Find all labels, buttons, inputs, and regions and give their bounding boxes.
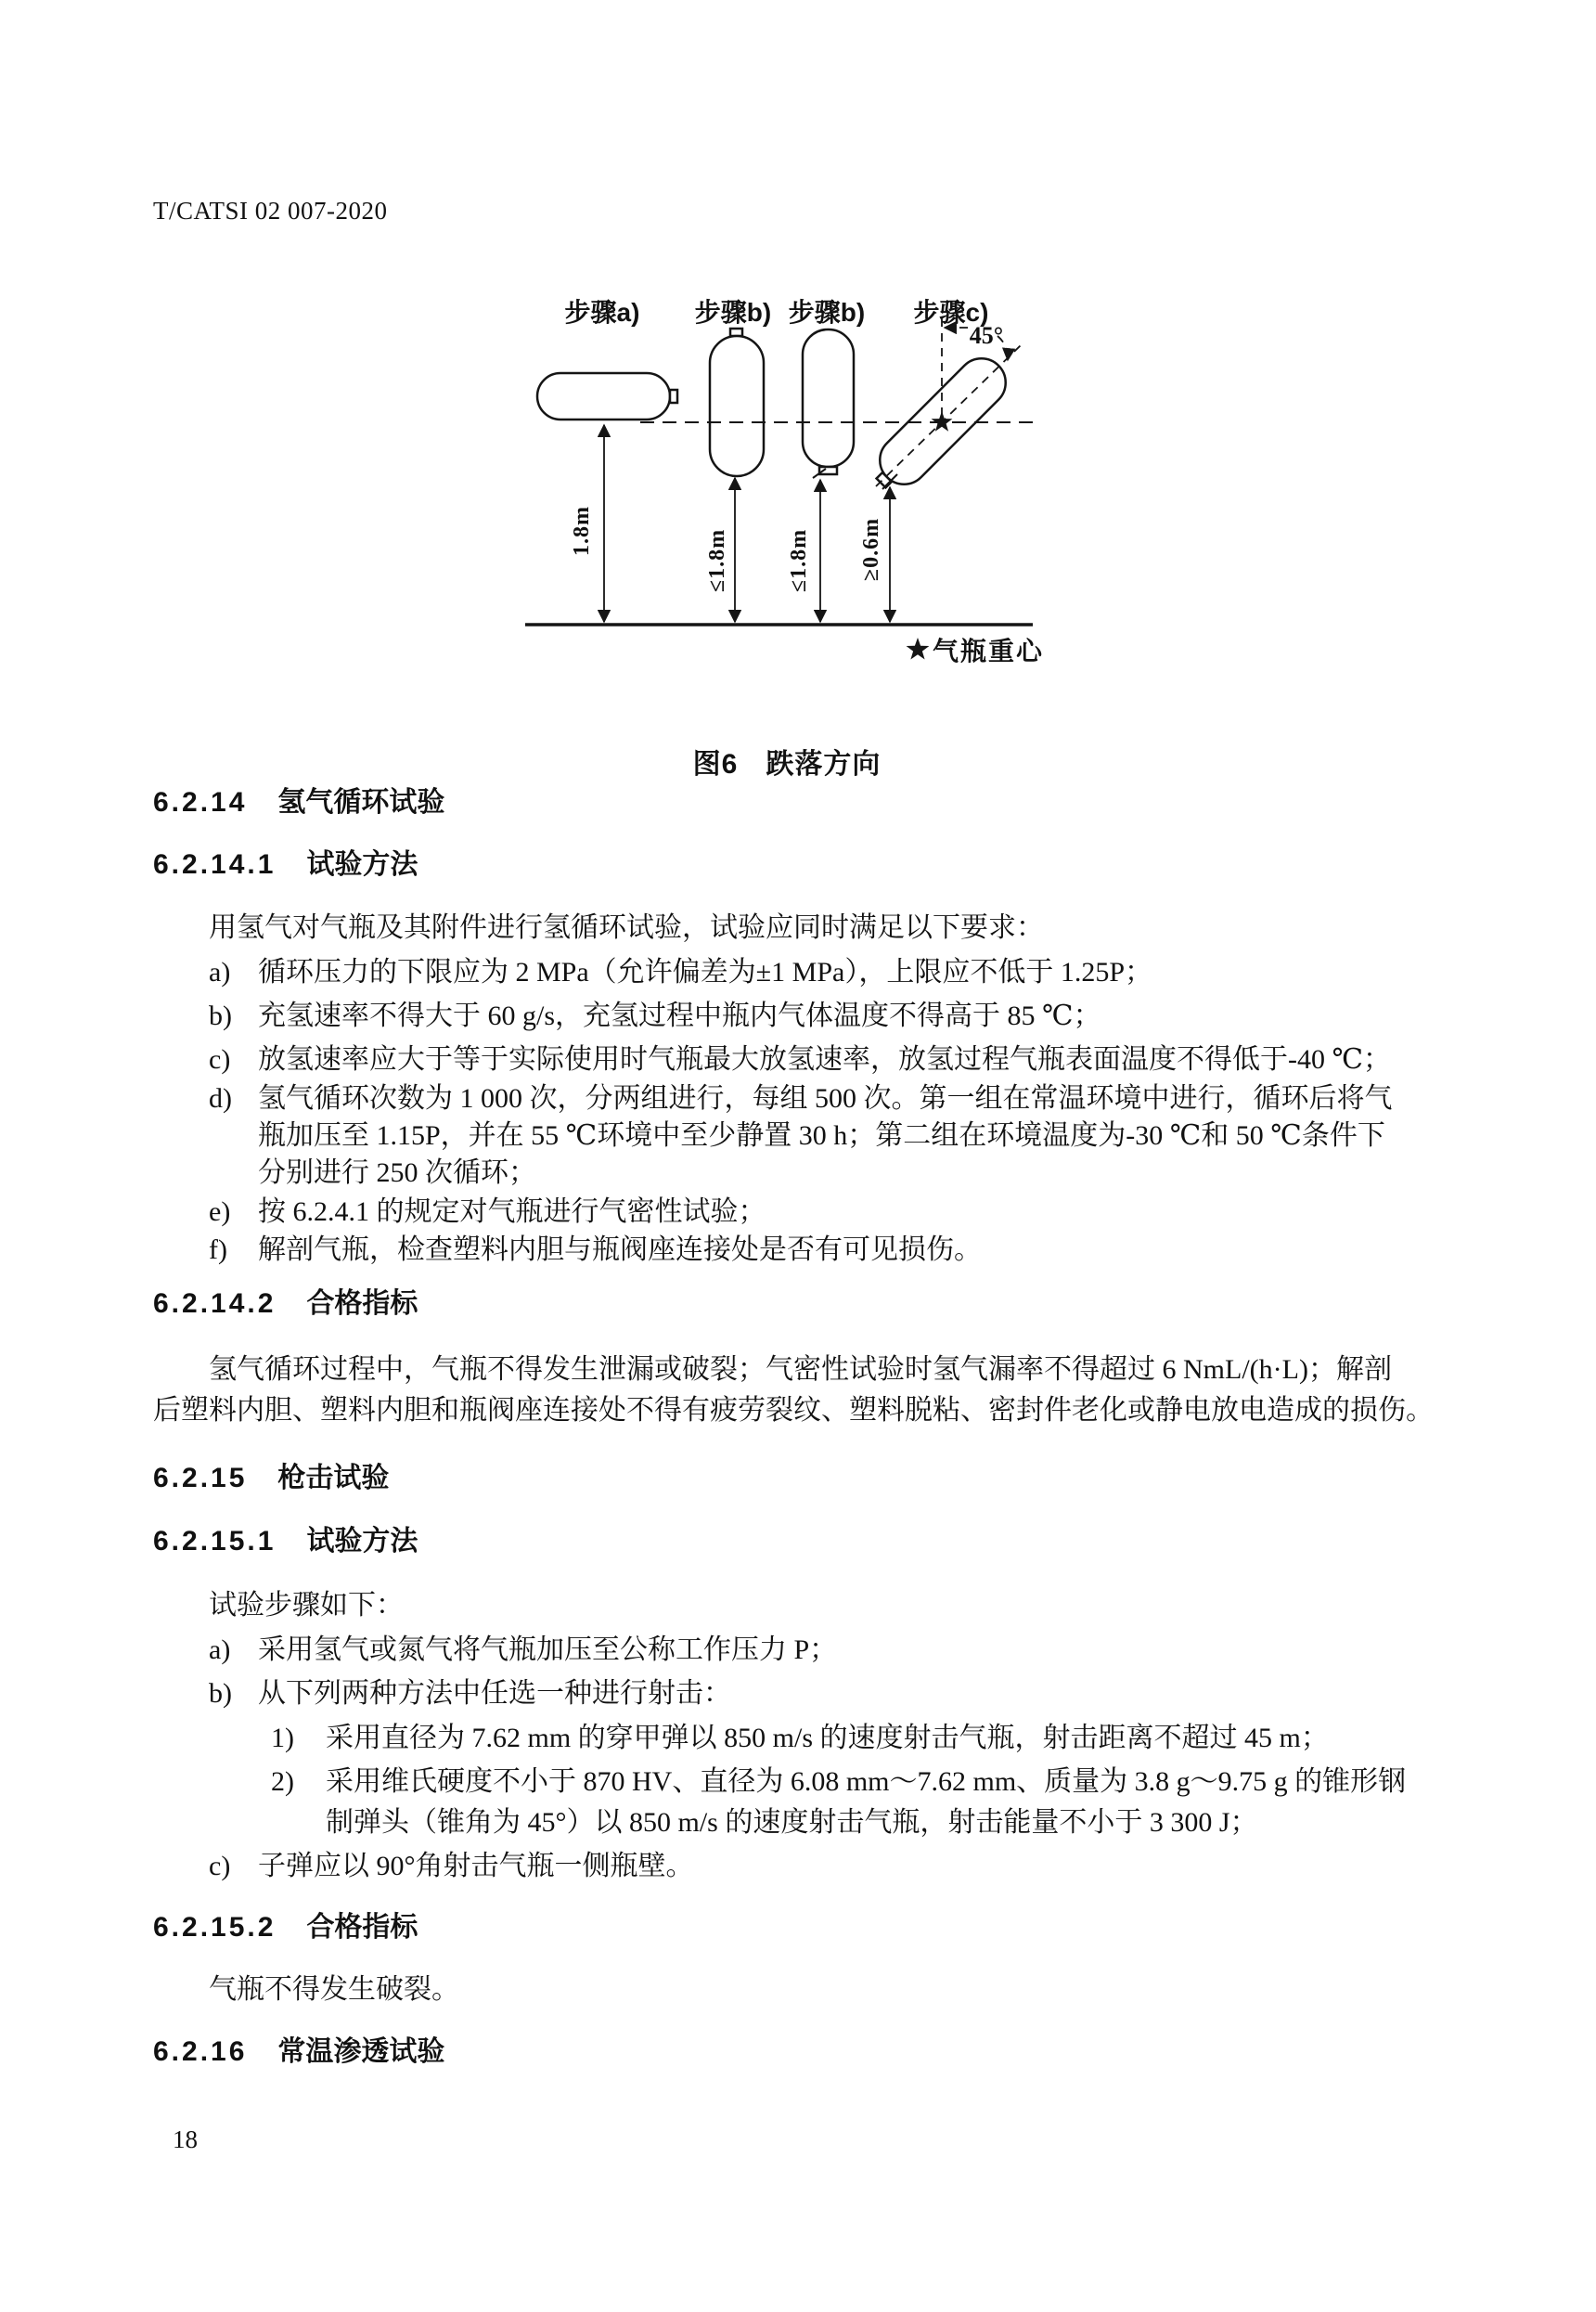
document-header: T/CATSI 02 007-2020 — [153, 197, 388, 225]
step-a-label: 步骤a) — [564, 298, 640, 327]
sublist-item-text: 采用维氏硬度不小于 870 HV、直径为 6.08 mm～7.62 mm、质量为 3.8 g～9.75 g 的锥形钢 — [326, 1766, 1407, 1797]
list-marker: d) — [209, 1083, 232, 1114]
legend-star-icon — [907, 638, 930, 660]
figure-caption-number: 图6 — [692, 749, 739, 780]
figure-caption-title: 跌落方向 — [766, 749, 882, 780]
heading-6-2-14: 6.2.14 氢气循环试验 — [153, 787, 445, 818]
list-item-text: 分别进行 250 次循环； — [258, 1157, 536, 1188]
list-item-text: 子弹应以 90°角射击气瓶一侧瓶壁。 — [258, 1851, 694, 1881]
step-b1-label: 步骤b) — [694, 298, 772, 327]
paragraph-gunfire-intro: 试验步骤如下： — [209, 1590, 404, 1621]
step-c-label: 步骤c) — [913, 298, 989, 327]
figure-drop-directions-svg — [501, 278, 1076, 687]
step-b2-label: 步骤b) — [788, 298, 866, 327]
cylinder-vertical-valve-up — [710, 329, 764, 476]
paragraph-hydrogen-cycle-intro: 用氢气对气瓶及其附件进行氢循环试验，试验应同时满足以下要求： — [209, 912, 1044, 943]
figure-legend — [907, 637, 1044, 665]
cylinder-vertical-valve-down — [803, 329, 854, 474]
sublist-item-text: 制弹头（锥角为 45°）以 850 m/s 的速度射击气瓶，射击能量不小于 3 300 J； — [326, 1807, 1258, 1838]
list-item-text: 解剖气瓶，检查塑料内胆与瓶阀座连接处是否有可见损伤。 — [258, 1234, 982, 1265]
list-marker: e) — [209, 1196, 231, 1227]
paragraph-no-rupture: 气瓶不得发生破裂。 — [209, 1974, 459, 2005]
heading-6-2-15-1: 6.2.15.1 试验方法 — [153, 1526, 418, 1556]
angle-label: 45° — [969, 322, 1004, 349]
valve-boss-icon — [670, 390, 677, 403]
legend-label: 气瓶重心 — [933, 637, 1045, 665]
drop-height-label-b1: ≤1.8m — [705, 528, 729, 593]
list-marker: f) — [209, 1234, 227, 1265]
sublist-item-text: 采用直径为 7.62 mm 的穿甲弹以 850 m/s 的速度射击气瓶，射击距离不超过 45 m； — [326, 1723, 1329, 1753]
list-marker: b) — [209, 1001, 232, 1031]
figure-caption — [153, 741, 1421, 781]
drop-height-label-a: 1.8m — [570, 506, 594, 556]
list-item-text: 氢气循环次数为 1 000 次，分两组进行，每组 500 次。第一组在常温环境中进行，循环后将气 — [258, 1083, 1393, 1114]
drop-height-label-b2: ≤1.8m — [787, 528, 811, 593]
list-marker: a) — [209, 1634, 231, 1665]
list-marker: c) — [209, 1044, 231, 1075]
sublist-marker: 2) — [271, 1766, 294, 1797]
figure-drop-directions — [501, 278, 1076, 687]
heading-6-2-14-2: 6.2.14.2 合格指标 — [153, 1288, 418, 1319]
list-item-text: 瓶加压至 1.15P，并在 55 ℃环境中至少静置 30 h；第二组在环境温度为-30 ℃和 50 ℃条件下 — [258, 1120, 1385, 1151]
heading-6-2-15: 6.2.15 枪击试验 — [153, 1463, 390, 1493]
sublist-marker: 1) — [271, 1723, 294, 1753]
list-marker: b) — [209, 1678, 232, 1709]
paragraph-line: 氢气循环过程中，气瓶不得发生泄漏或破裂；气密性试验时氢气漏率不得超过 6 NmL/(h·L)；解剖 — [209, 1354, 1392, 1385]
list-item-text: 按 6.2.4.1 的规定对气瓶进行气密性试验； — [258, 1196, 766, 1227]
list-item-text: 放氢速率应大于等于实际使用时气瓶最大放氢速率，放氢过程气瓶表面温度不得低于-40 ℃； — [258, 1044, 1392, 1075]
list-item-text: 从下列两种方法中任选一种进行射击： — [258, 1678, 731, 1709]
list-marker: c) — [209, 1851, 231, 1881]
drop-height-label-c: ≥0.6m — [859, 517, 883, 582]
list-item-text: 充氢速率不得大于 60 g/s，充氢过程中瓶内气体温度不得高于 85 ℃； — [258, 1001, 1101, 1031]
heading-6-2-16: 6.2.16 常温渗透试验 — [153, 2036, 445, 2067]
page-number: 18 — [173, 2125, 198, 2153]
list-marker: a) — [209, 957, 231, 988]
paragraph-line: 后塑料内胆、塑料内胆和瓶阀座连接处不得有疲劳裂纹、塑料脱粘、密封件老化或静电放电造成的损伤。 — [153, 1395, 1434, 1426]
cylinder-horizontal — [537, 373, 677, 420]
heading-6-2-15-2: 6.2.15.2 合格指标 — [153, 1912, 418, 1943]
heading-6-2-14-1: 6.2.14.1 试验方法 — [153, 849, 418, 880]
list-item-text: 采用氢气或氮气将气瓶加压至公称工作压力 P； — [258, 1634, 838, 1665]
list-item-text: 循环压力的下限应为 2 MPa（允许偏差为±1 MPa），上限应不低于 1.25P； — [258, 957, 1152, 988]
